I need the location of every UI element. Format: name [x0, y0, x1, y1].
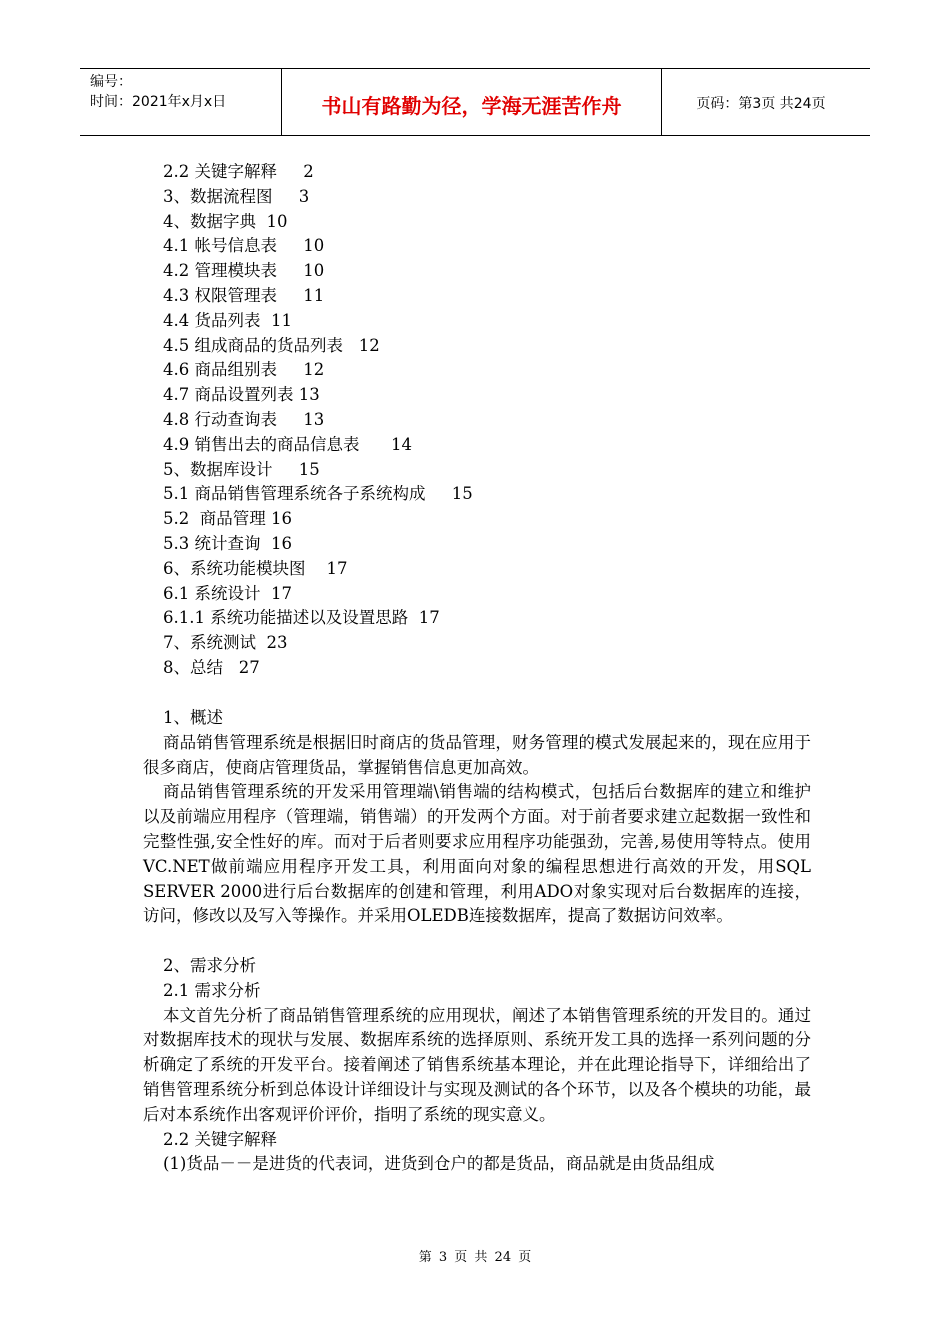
toc-entry[interactable]: 7、系统测试 23	[163, 633, 288, 653]
toc-entry[interactable]: 6.1 系统设计 17	[163, 583, 292, 603]
blank-line	[143, 929, 811, 954]
toc-entry[interactable]: 4.3 权限管理表 11	[163, 285, 325, 305]
paragraph: 本文首先分析了商品销售管理系统的应用现状，阐述了本销售管理系统的开发目的。通过对数据库技术的现状与发展、数据库系统的选择原则、系统开发工具的选择一系列问题的分析确定了系统的开发平台。接着阐述了销售系统基本理论，并在此理论指导下，详细给出了销售管理系统分析到总体设计详细设计与实现及测试的各个环节，以及各个模块的功能，最后对本系统作出客观评价评价，指明了系统的现实意义。	[143, 1005, 811, 1124]
header-date: 时间：2021年x月x日	[90, 94, 227, 110]
table-of-contents	[163, 160, 473, 681]
toc-entry[interactable]: 4.1 帐号信息表 10	[163, 236, 325, 256]
toc-entry[interactable]: 6、系统功能模块图 17	[163, 558, 348, 578]
toc-entry[interactable]: 4、数据字典 10	[163, 211, 288, 231]
toc-entry[interactable]: 5、数据库设计 15	[163, 459, 320, 479]
paragraph: 商品销售管理系统的开发采用管理端\销售端的结构模式，包括后台数据库的建立和维护以及前端应用程序（管理端，销售端）的开发两个方面。对于前者要求建立起数据一致性和完整性强,安全性好的库。而对于后者则要求应用程序功能强劲，完善,易使用等特点。使用VC.NET做前端应用程序开发工具，利用面向对象的编程思想进行高效的开发，用SQL SERVER 2000进行后台数据库的创建和管理，利用ADO对象实现对后台数据库的连接，访问，修改以及写入等操作。并采用OLEDB连接数据库，提高了数据访问效率。	[143, 782, 811, 926]
toc-entry[interactable]: 4.6 商品组别表 12	[163, 360, 325, 380]
header-number-label: 编号：	[90, 74, 132, 90]
paragraph: 商品销售管理系统是根据旧时商店的货品管理，财务管理的模式发展起来的，现在应用于很多商店，使商店管理货品，掌握销售信息更加高效。	[143, 732, 811, 777]
section-heading-overview: 1、概述	[163, 708, 223, 727]
paragraph: (1)货品－－是进货的代表词，进货到仓户的都是货品，商品就是由货品组成	[163, 1154, 715, 1174]
subsection-heading: 2.2 关键字解释	[163, 1129, 277, 1149]
toc-entry[interactable]: 4.9 销售出去的商品信息表 14	[163, 434, 412, 454]
toc-entry[interactable]: 4.7 商品设置列表 13	[163, 385, 320, 405]
toc-entry[interactable]: 5.3 统计查询 16	[163, 533, 292, 553]
toc-entry[interactable]: 2.2 关键字解释 2	[163, 162, 314, 181]
document-body	[143, 706, 811, 1177]
toc-entry[interactable]: 3、数据流程图 3	[163, 186, 310, 206]
toc-entry[interactable]: 4.5 组成商品的货品列表 12	[163, 335, 380, 355]
toc-entry[interactable]: 6.1.1 系统功能描述以及设置思路 17	[163, 608, 440, 628]
toc-entry[interactable]: 5.2 商品管理 16	[163, 509, 292, 529]
section-heading-requirements: 2、需求分析	[163, 955, 256, 975]
header-meta	[80, 69, 282, 135]
header-motto: 书山有路勤为径，学海无涯苦作舟	[282, 69, 662, 135]
page-footer: 第 3 页 共 24 页	[418, 1250, 532, 1265]
toc-entry[interactable]: 4.2 管理模块表 10	[163, 261, 325, 281]
page-header	[80, 68, 870, 136]
toc-entry[interactable]: 5.1 商品销售管理系统各子系统构成 15	[163, 484, 473, 504]
subsection-heading: 2.1 需求分析	[163, 980, 261, 1000]
header-page-info: 页码：第3页 共24页	[696, 96, 826, 112]
toc-entry[interactable]: 8、总结 27	[163, 657, 260, 677]
toc-entry[interactable]: 4.8 行动查询表 13	[163, 409, 325, 429]
toc-entry[interactable]: 4.4 货品列表 11	[163, 310, 292, 330]
